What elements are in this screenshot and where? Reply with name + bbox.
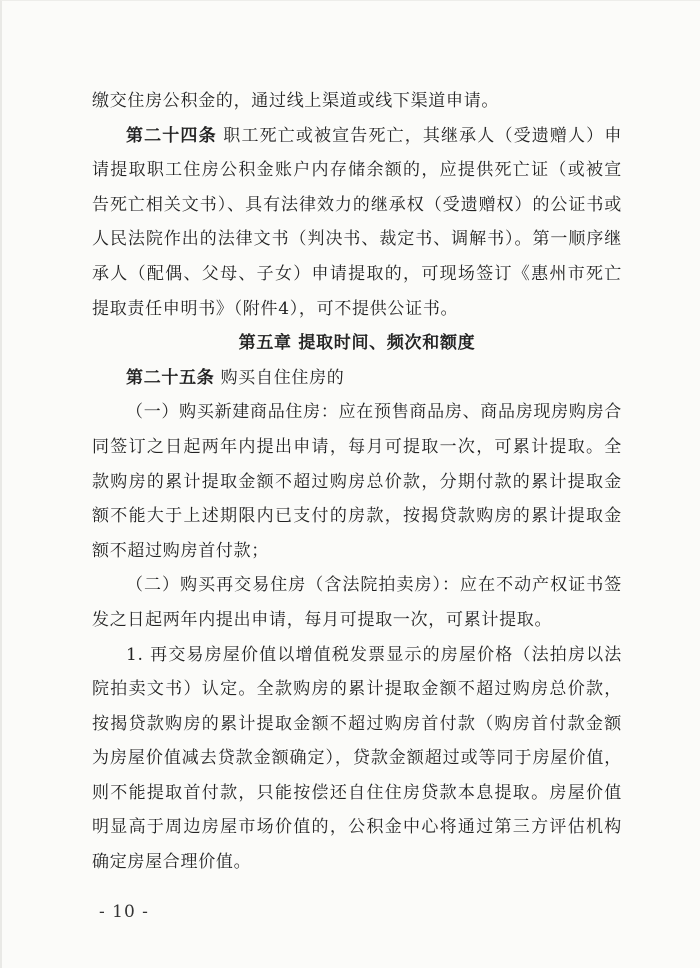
chapter-title-text: 第五章 提取时间、频次和额度 xyxy=(238,333,476,354)
chapter-title xyxy=(92,326,622,361)
item-1-text: 1. 再交易房屋价值以增值税发票显示的房屋价格（法拍房以法院拍卖文书）认定。全款购房的累计提取金额不超过购房总价款，按揭贷款购房的累计提取金额不超过购房首付款（购房首付款金额为房屋价值减去贷款金额确定），贷款金额超过或等同于房屋价值，则不能提取首付款，只能按偿还自住住房贷款本息提取。房屋价值明显高于周边房屋市场价值的，公积金中心将通过第三方评估机构确定房屋合理价值。 xyxy=(92,644,622,873)
paragraph-continuation xyxy=(92,84,622,119)
clause-2-text: （二）购买再交易住房（含法院拍卖房）：应在不动产权证书签发之日起两年内提出申请，每月可提取一次，可累计提取。 xyxy=(92,575,622,630)
clause-1 xyxy=(92,395,622,568)
article-25 xyxy=(92,361,622,396)
clause-1-text: （一）购买新建商品住房：应在预售商品房、商品房现房购房合同签订之日起两年内提出申请，每月可提取一次，可累计提取。全款购房的累计提取金额不超过购房总价款，分期付款的累计提取金额不能大于上述期限内已支付的房款，按揭贷款购房的累计提取金额不超过购房首付款； xyxy=(92,402,622,561)
paragraph-text: 缴交住房公积金的，通过线上渠道或线下渠道申请。 xyxy=(92,91,500,111)
article-25-text: 购买自住住房的 xyxy=(220,367,345,388)
document-page xyxy=(92,84,622,880)
item-1 xyxy=(92,638,622,880)
article-24 xyxy=(92,119,622,327)
article-25-heading: 第二十五条 xyxy=(126,367,215,388)
page-number-text: - 10 - xyxy=(99,902,149,922)
article-24-text: 职工死亡或被宣告死亡，其继承人（受遗赠人）申请提取职工住房公积金账户内存储余额的，应提供死亡证（或被宣告死亡相关文书）、具有法律效力的继承权（受遗赠权）的公证书或人民法院作出的法律文书（判决书、裁定书、调解书）。第一顺序继承人（配偶、父母、子女）申请提取的，可现场签订《惠州市死亡提取责任申明书》（附件4），可不提供公证书。 xyxy=(92,125,623,319)
clause-2 xyxy=(92,568,622,637)
page-number xyxy=(99,902,149,922)
article-24-heading: 第二十四条 xyxy=(126,125,217,146)
